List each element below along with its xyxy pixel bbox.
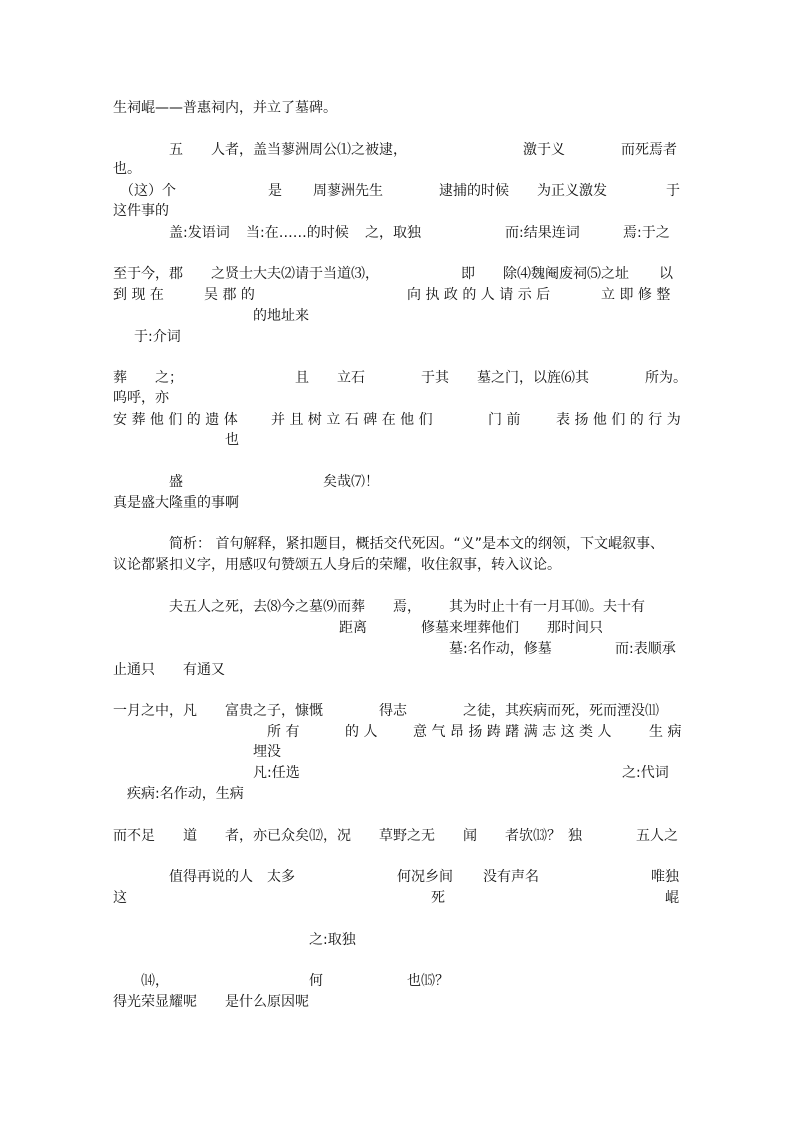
- text-segment: 道: [183, 828, 197, 844]
- text-segment: 矣哉⑺！: [323, 474, 379, 490]
- text-segment: 生 病: [649, 724, 682, 740]
- text-segment: 一月之中，凡: [113, 703, 197, 719]
- text-segment: 吴 郡 的: [204, 287, 255, 303]
- annotation: 焉:于之: [623, 225, 670, 241]
- text-segment: 之贤士大夫⑵请于当道⑶，: [211, 266, 379, 282]
- text-segment: 闻: [463, 828, 477, 844]
- text-segment: 葬: [113, 370, 127, 386]
- text-segment: 何: [309, 973, 323, 989]
- text-segment: 值得再说的人: [169, 869, 253, 885]
- text-segment: 立 即 修 整: [601, 287, 671, 303]
- annotation: 疾病:名作动，生病: [127, 786, 244, 802]
- text-segment: 意 气 昂 扬 踌 躇 满 志 这 类 人: [413, 724, 612, 740]
- text-segment: 死: [431, 890, 445, 906]
- annotation: 之，取独: [365, 225, 421, 241]
- text-segment: 是: [268, 183, 282, 199]
- text-segment: 所为。: [645, 370, 687, 386]
- text-segment: 五: [169, 142, 183, 158]
- text-segment: 没有声名: [483, 869, 539, 885]
- text-line: 这件事的: [113, 203, 169, 219]
- text-segment: 逮捕的时候: [439, 183, 509, 199]
- text-segment: 其为时止十有一月耳⑽。夫十有: [449, 599, 645, 615]
- text-segment: 而不足: [113, 828, 155, 844]
- annotation: 于:介词: [134, 329, 181, 345]
- text-line: 真是盛大隆重的事啊: [113, 495, 239, 511]
- annotation: 墓:名作动，修墓: [449, 641, 552, 657]
- text-segment: 向 执 政 的 人 请 示 后: [407, 287, 551, 303]
- text-segment: 太多: [267, 869, 295, 885]
- text-segment: 立石: [337, 370, 365, 386]
- text-segment: 五人之: [636, 828, 678, 844]
- annotation: 而:结果连词: [505, 225, 580, 241]
- annotation: 而:表顺承: [615, 641, 676, 657]
- text-segment: 墓之门，以旌⑹其: [477, 370, 589, 386]
- annotation: 盖:发语词: [169, 225, 230, 241]
- text-segment: 距离: [339, 620, 367, 636]
- text-segment: 于: [666, 183, 680, 199]
- text-segment: 者，亦已众矣⑿，况: [225, 828, 351, 844]
- text-segment: 周蓼洲先生: [313, 183, 383, 199]
- text-segment: 且: [295, 370, 309, 386]
- text-segment: 至于今，郡: [113, 266, 183, 282]
- text-segment: 激于义: [523, 142, 565, 158]
- text-segment: 并 且 树 立 石 碑 在 他 们: [271, 412, 433, 428]
- text-segment: 得志: [379, 703, 407, 719]
- text-segment: 夫五人之死，去⑻今之墓⑼而葬: [169, 599, 365, 615]
- text-segment: 门 前: [488, 412, 521, 428]
- annotation: 当:在……的时候: [246, 225, 349, 241]
- text-segment: 之；: [155, 370, 183, 386]
- text-segment: 崐: [665, 890, 679, 906]
- analysis-text: 议论都紧扣义字，用感叹句赞颂五人身后的荣耀，收住叙事，转入议论。: [113, 557, 561, 573]
- text-segment: 而死焉者: [621, 142, 677, 158]
- text-segment: 草野之无: [379, 828, 435, 844]
- analysis-text: 简析： 首句解释，紧扣题目，概括交代死因。“义”是本文的纲领，下文崐叙事、: [169, 536, 664, 552]
- text-segment: 独: [568, 828, 582, 844]
- text-segment: 为正义激发: [537, 183, 607, 199]
- text-segment: 焉，: [393, 599, 421, 615]
- text-segment: 是什么原因呢: [225, 994, 309, 1010]
- text-segment: 盛: [169, 474, 183, 490]
- text-segment: 以: [659, 266, 673, 282]
- text-segment: 那时间只: [547, 620, 603, 636]
- text-segment: 的 人: [345, 724, 378, 740]
- text-segment: 即: [461, 266, 475, 282]
- annotation: 有通又: [183, 662, 225, 678]
- text-segment: ⒁，: [141, 973, 169, 989]
- text-segment: 人者，盖当蓼洲周公⑴之被逮，: [211, 142, 407, 158]
- text-segment: （这）个: [120, 183, 176, 199]
- text-line: 也: [225, 432, 239, 448]
- text-line: 埋没: [253, 744, 281, 760]
- text-segment: 富贵之子，慷慨: [225, 703, 323, 719]
- text-line: 生祠崐——普惠祠内，并立了墓碑。: [113, 100, 337, 116]
- text-segment: 者欤⒀？: [505, 828, 561, 844]
- text-line: 也。: [113, 161, 141, 177]
- text-segment: 得光荣显耀呢: [113, 994, 197, 1010]
- text-segment: 唯独: [651, 869, 679, 885]
- text-line: 呜呼，亦: [113, 390, 169, 406]
- text-segment: 也⒂？: [407, 973, 449, 989]
- annotation: 之:代词: [622, 765, 669, 781]
- annotation: 凡:任选: [253, 765, 300, 781]
- text-segment: 于其: [421, 370, 449, 386]
- text-line: 的地址来: [253, 308, 309, 324]
- text-segment: 何况乡间: [397, 869, 453, 885]
- text-segment: 除⑷魏阉废祠⑸之址: [503, 266, 629, 282]
- annotation: 之:取独: [309, 932, 356, 948]
- text-segment: 安 葬 他 们 的 遗 体: [113, 412, 238, 428]
- text-segment: 所 有: [267, 724, 300, 740]
- text-segment: 到 现 在: [113, 287, 164, 303]
- annotation: 止通只: [113, 662, 155, 678]
- text-segment: 这: [113, 890, 127, 906]
- text-segment: 之徒，其疾病而死，死而湮没⑾: [463, 703, 659, 719]
- text-segment: 修墓来埋葬他们: [421, 620, 519, 636]
- text-segment: 表 扬 他 们 的 行 为: [556, 412, 681, 428]
